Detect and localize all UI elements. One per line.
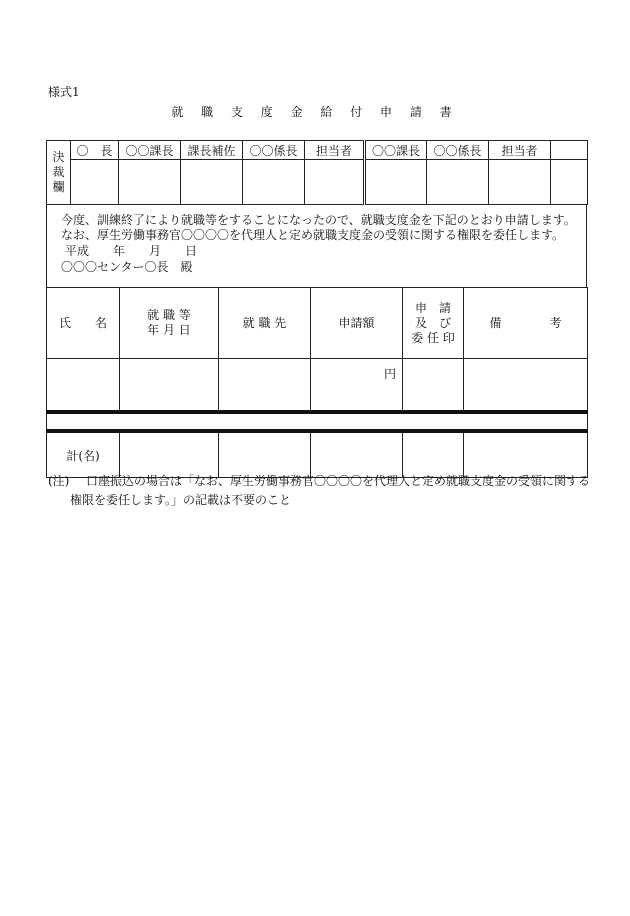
amount-cell[interactable]: [311, 359, 403, 413]
header-employer: 就 職 先: [219, 288, 311, 359]
header-seal-line2: 及 び: [414, 315, 451, 330]
header-employment-date-line1: 就 職 等: [147, 308, 191, 322]
seal-cell[interactable]: [489, 160, 551, 205]
header-employment-date-line2: 年 月 日: [147, 323, 191, 337]
header-remarks: 備 考: [464, 288, 588, 359]
header-employment-date: [120, 288, 219, 359]
request-date-line[interactable]: 平成 年 月 日: [65, 244, 198, 258]
remarks-cell[interactable]: [464, 359, 588, 413]
form-number: 様式1: [48, 85, 80, 99]
header-seal-line1: 申 請: [414, 300, 451, 315]
seal-cell[interactable]: [305, 160, 365, 205]
name-cell[interactable]: [47, 359, 120, 413]
total-employer-cell[interactable]: [219, 431, 311, 478]
header-seal-line3: 委 任 印: [411, 330, 455, 345]
seal-cell[interactable]: [243, 160, 305, 205]
request-statement: [46, 204, 587, 288]
total-remarks-cell[interactable]: [464, 431, 588, 478]
total-label: 計(名): [47, 431, 120, 478]
seal-cell[interactable]: [181, 160, 243, 205]
yen-unit: 円: [383, 367, 396, 381]
approval-header-unit-chief-2: 〇〇係長: [427, 141, 489, 160]
approval-header-staff: 担当者: [305, 141, 365, 160]
row-separator: [47, 412, 588, 431]
seal-cell[interactable]: [71, 160, 119, 205]
seal-cell[interactable]: [551, 160, 588, 205]
footnote-line-2: 権限を委任します。」の記載は不要のこと: [70, 493, 292, 507]
seal-cell[interactable]: [119, 160, 181, 205]
employment-date-cell[interactable]: [120, 359, 219, 413]
request-line-2: なお、厚生労働事務官〇〇〇〇を代理人と定め就職支度金の受領に関する権限を委任します。: [61, 228, 565, 242]
seal-cell[interactable]: [427, 160, 489, 205]
request-addressee: 〇〇〇センター〇長 殿: [61, 260, 193, 274]
total-employment-date-cell[interactable]: [120, 431, 219, 478]
header-seal: [403, 288, 464, 359]
footnote-line-1: 口座振込の場合は「なお、厚生労働事務官〇〇〇〇を代理人と定め就職支度金の受領に関する: [86, 474, 591, 488]
approval-label: [47, 141, 71, 205]
approval-header-section-chief-2: 〇〇課長: [365, 141, 427, 160]
seal-cell[interactable]: [365, 160, 427, 205]
approval-label-text: 決裁欄: [52, 150, 65, 194]
employer-cell[interactable]: [219, 359, 311, 413]
application-table: [46, 287, 588, 478]
approval-header-blank: [551, 141, 588, 160]
header-amount: 申請額: [311, 288, 403, 359]
approval-header-section-chief: 〇〇課長: [119, 141, 181, 160]
request-line-1: 今度、訓練終了により就職等をすることになったので、就職支度金を下記のとおり申請します。: [61, 213, 576, 227]
approval-stamp-table: [46, 140, 588, 205]
header-name: 氏 名: [47, 288, 120, 359]
footnote-label: (注): [48, 474, 70, 488]
approval-header-director: 〇 長: [71, 141, 119, 160]
seal-cell[interactable]: [403, 359, 464, 413]
total-amount-cell[interactable]: [311, 431, 403, 478]
approval-header-assistant-chief: 課長補佐: [181, 141, 243, 160]
total-seal-cell[interactable]: [403, 431, 464, 478]
form-title: 就 職 支 度 金 給 付 申 請 書: [171, 105, 459, 119]
approval-header-unit-chief: 〇〇係長: [243, 141, 305, 160]
approval-header-staff-2: 担当者: [489, 141, 551, 160]
